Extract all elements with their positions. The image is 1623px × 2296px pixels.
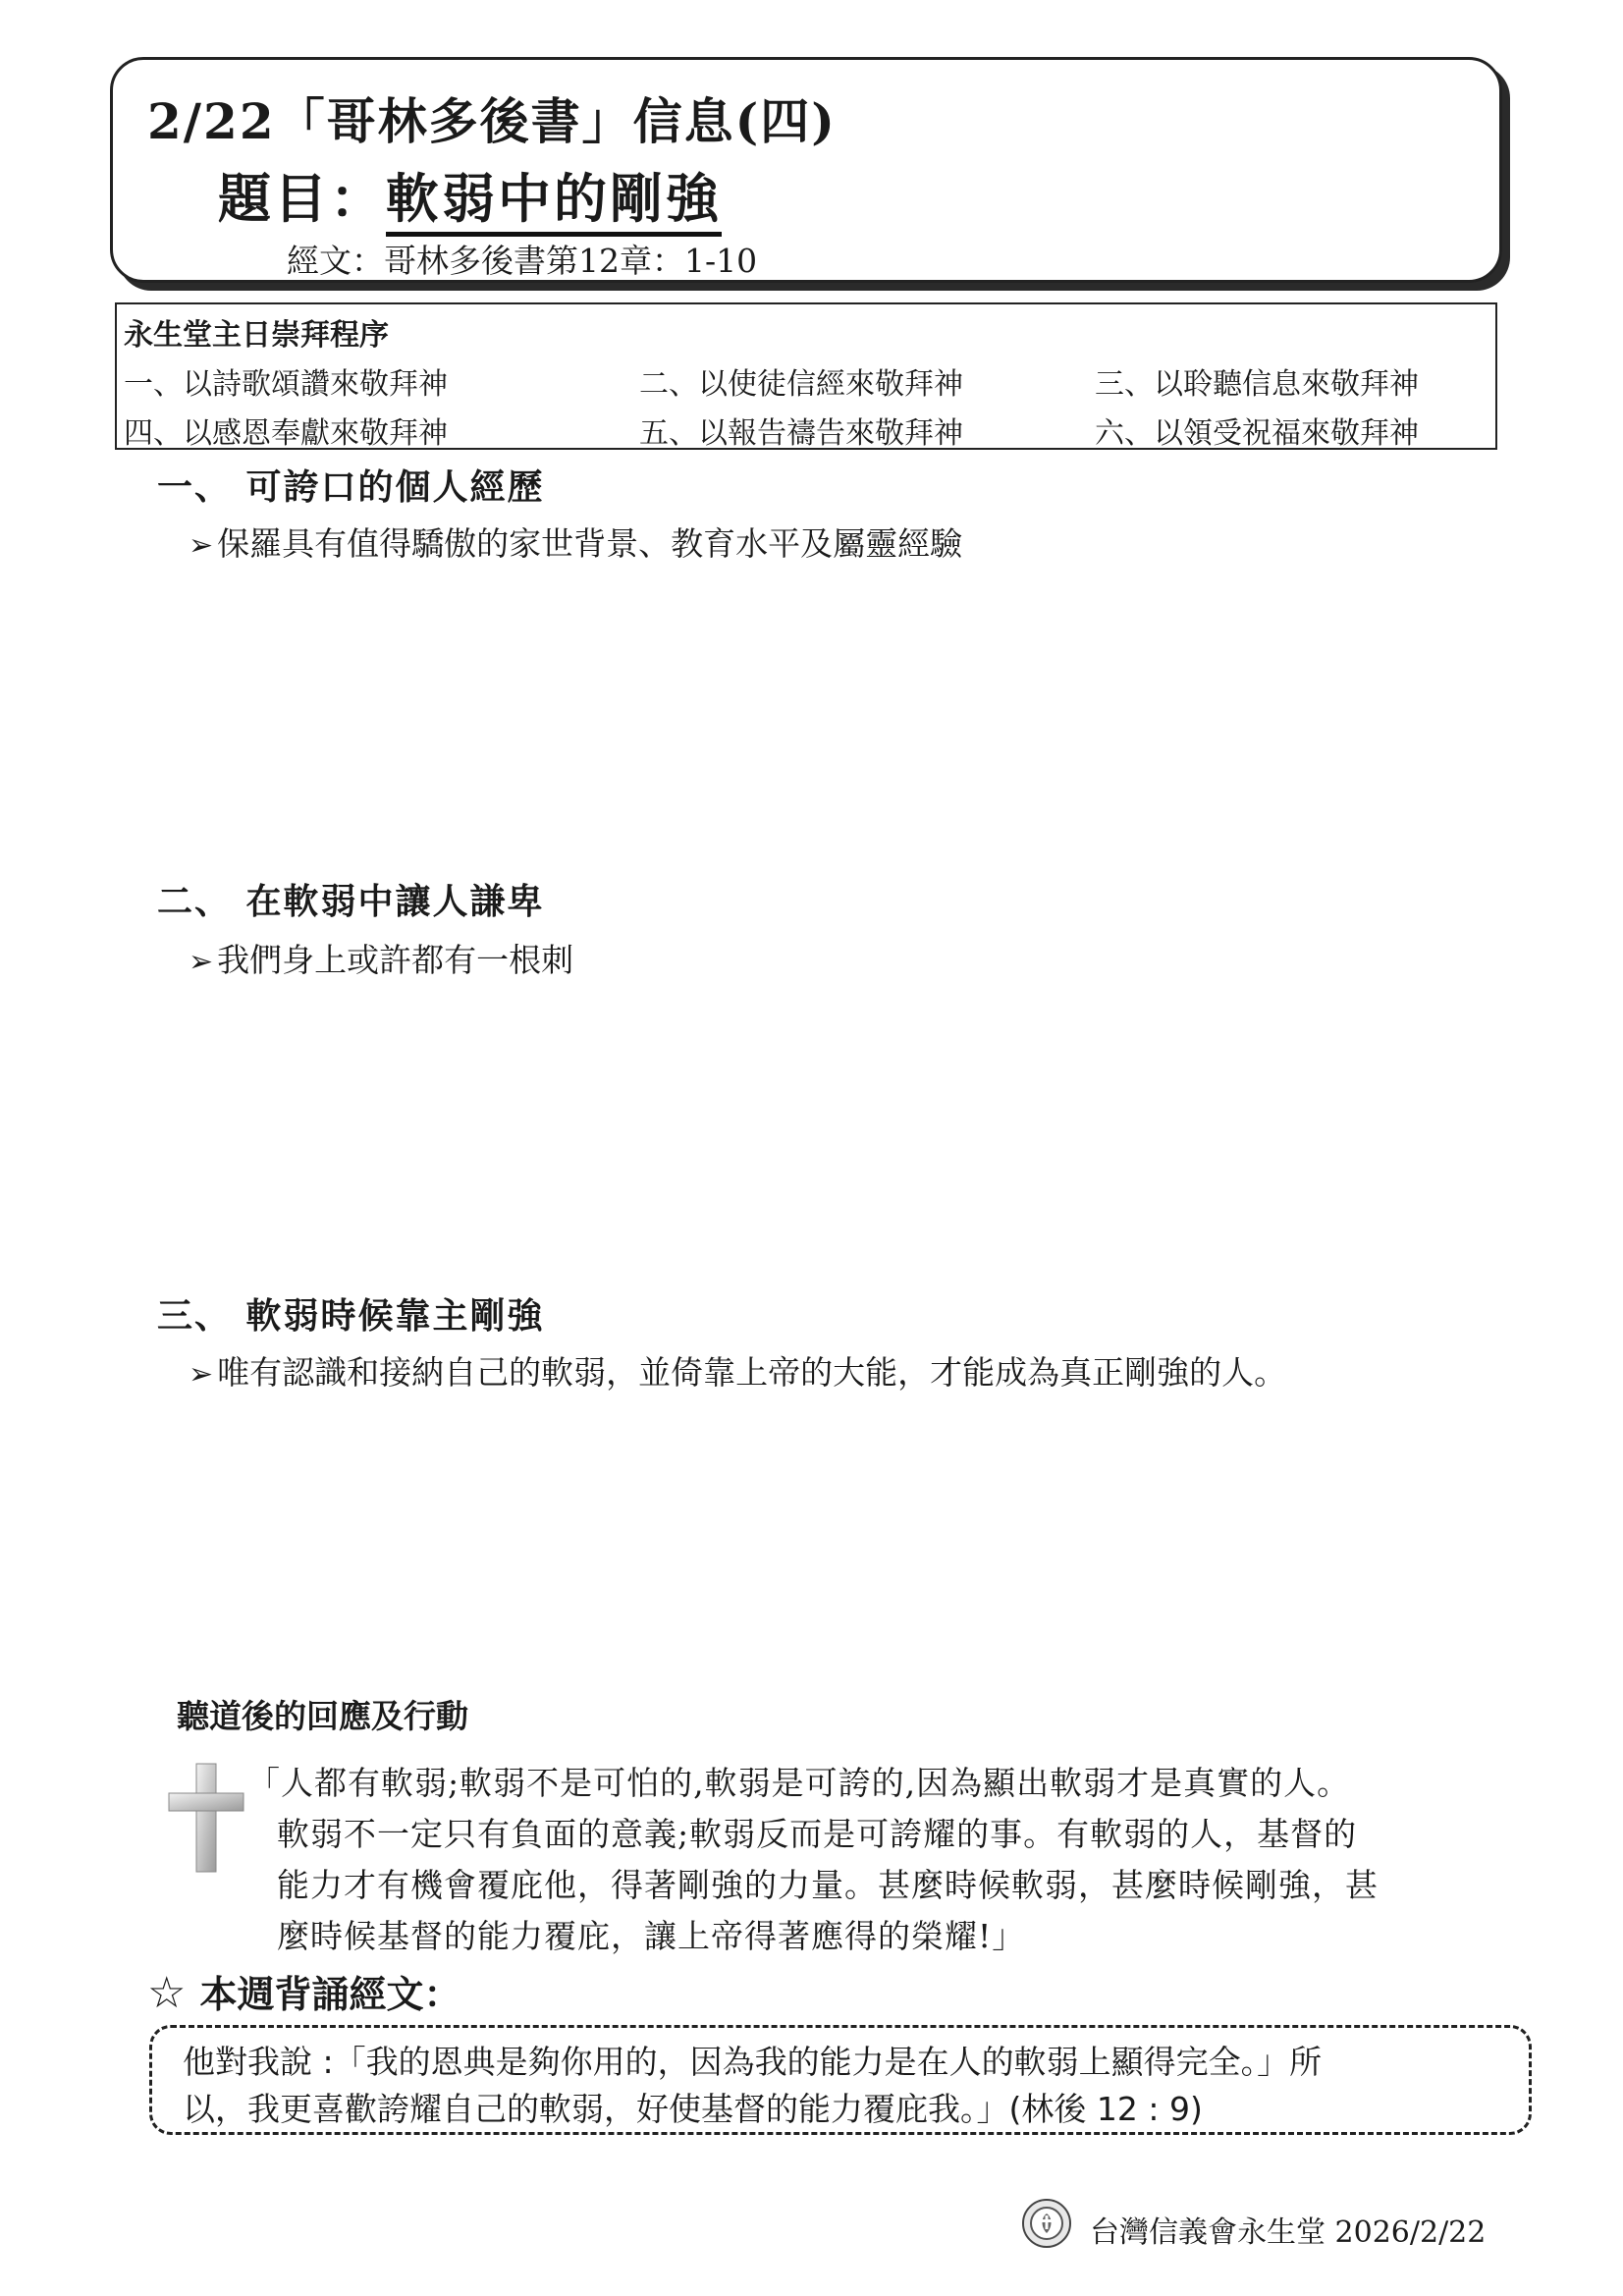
section-3-bullet-text: 唯有認識和接納自己的軟弱，並倚靠上帝的大能，才能成為真正剛強的人。	[217, 1353, 1287, 1392]
section-2-bullet-text: 我們身上或許都有一根刺	[217, 941, 574, 979]
order-of-worship-title: 永生堂主日崇拜程序	[124, 318, 389, 353]
topic-title: 軟弱中的剛強	[386, 167, 722, 237]
section-3-bullet	[189, 1347, 1286, 1394]
worship-item-6: 六、以領受祝福來敬拜神	[1095, 416, 1419, 451]
section-1-heading: 一、 可誇口的個人經歷	[157, 466, 545, 508]
response-line-3: 能力才有機會覆庇他，得著剛強的力量。甚麼時候軟弱，甚麼時候剛強，甚	[277, 1866, 1379, 1904]
section-1-bullet-text: 保羅具有值得驕傲的家世背景、教育水平及屬靈經驗	[217, 524, 963, 563]
sermon-topic	[218, 157, 722, 233]
worship-item-2: 二、以使徒信經來敬拜神	[639, 367, 963, 402]
response-line-2: 軟弱不一定只有負面的意義;軟弱反而是可誇耀的事。有軟弱的人，基督的	[277, 1815, 1358, 1853]
cross-icon	[165, 1760, 247, 1876]
church-seal-icon	[1021, 2198, 1072, 2249]
topic-prefix: 題目：	[218, 167, 386, 230]
sermon-series-title: 2/22「哥林多後書」信息(四)	[147, 92, 837, 150]
response-line-4: 麼時候基督的能力覆庇，讓上帝得著應得的榮耀!」	[277, 1917, 1026, 1955]
section-2-heading: 二、 在軟弱中讓人謙卑	[157, 881, 545, 922]
memory-verse-line-2: 以，我更喜歡誇耀自己的軟弱，好使基督的能力覆庇我。」(林後 12 : 9)	[183, 2090, 1203, 2128]
scripture-reference: 經文：哥林多後書第12章：1-10	[287, 242, 758, 280]
arrow-right-icon: ➢	[189, 1357, 214, 1392]
memory-verse-line-1: 他對我說 :「我的恩典是夠你用的，因為我的能力是在人的軟弱上顯得完全。」所	[183, 2043, 1323, 2081]
arrow-right-icon: ➢	[189, 528, 214, 563]
worship-item-5: 五、以報告禱告來敬拜神	[639, 416, 963, 451]
arrow-right-icon: ➢	[189, 945, 214, 979]
section-3-heading: 三、 軟弱時候靠主剛強	[157, 1295, 545, 1337]
memory-verse-heading-text: 本週背誦經文：	[199, 1973, 461, 2016]
response-heading: 聽道後的回應及行動	[177, 1697, 468, 1735]
section-2-bullet	[189, 935, 573, 981]
memory-verse-heading	[147, 1964, 460, 2018]
star-outline-icon: ☆	[147, 1968, 187, 2018]
section-1-bullet	[189, 519, 962, 565]
response-line-1: 「人都有軟弱;軟弱不是可怕的,軟弱是可誇的,因為顯出軟弱才是真實的人。	[247, 1764, 1351, 1802]
footer-text: 台灣信義會永生堂 2026/2/22	[1090, 2215, 1487, 2250]
worship-item-1: 一、以詩歌頌讚來敬拜神	[124, 367, 448, 402]
worship-item-3: 三、以聆聽信息來敬拜神	[1095, 367, 1419, 402]
worship-item-4: 四、以感恩奉獻來敬拜神	[124, 416, 448, 451]
